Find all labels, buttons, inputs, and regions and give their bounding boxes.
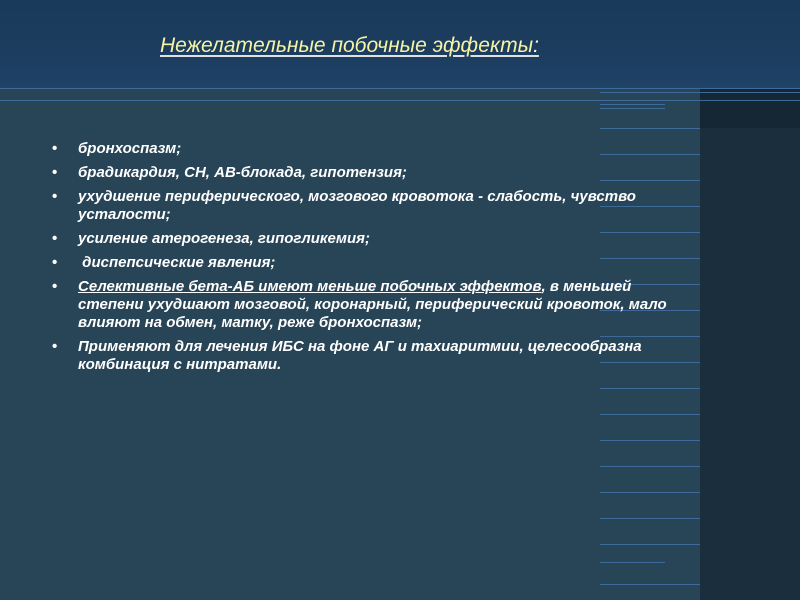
decorative-line	[600, 584, 700, 585]
bullet-dot: •	[52, 254, 58, 271]
decorative-line	[600, 92, 800, 93]
bullet-text-underlined: Селективные бета-АБ имеют меньше побочных эффектов	[78, 278, 542, 295]
bullet-list	[52, 140, 682, 374]
bullet-text: диспепсические явления;	[78, 254, 276, 271]
decorative-line	[600, 104, 665, 105]
decorative-line	[600, 414, 700, 415]
bullet-dot: •	[52, 230, 58, 247]
decorative-line	[600, 562, 665, 563]
bullet-text: ухудшение периферического, мозгового кровотока - слабость, чувство усталости;	[78, 188, 636, 223]
decorative-dark-block-top	[700, 88, 800, 128]
bullet-item	[52, 338, 682, 374]
decorative-line	[600, 492, 700, 493]
decorative-line	[600, 466, 700, 467]
bullet-dot: •	[52, 338, 58, 355]
bullet-dot: •	[52, 278, 58, 295]
bullet-item	[52, 164, 682, 182]
bullet-dot: •	[52, 164, 58, 181]
bullet-item	[52, 188, 682, 224]
slide-title-text: Нежелательные побочные эффекты	[160, 34, 534, 57]
bullet-item	[52, 140, 682, 158]
decorative-dark-block	[700, 88, 800, 600]
decorative-line	[0, 88, 800, 89]
slide-title	[160, 34, 539, 58]
slide-title-colon: :	[533, 34, 539, 57]
bullet-text: , в меньшей степени ухудшают мозговой, коронарный, периферический кровоток, мало влияют на обмен, матку, реже бронхоспазм;	[78, 278, 667, 331]
bullet-text: усиление атерогенеза, гипогликемия;	[78, 230, 370, 247]
bullet-item	[52, 230, 682, 248]
bullet-text: Применяют для лечения ИБС на фоне АГ и тахиаритмии, целесообразна комбинация с нитратами.	[78, 338, 642, 373]
slide-content	[52, 140, 682, 380]
bullet-item	[52, 278, 682, 332]
bullet-text: брадикардия, СН, АВ-блокада, гипотензия;	[78, 164, 407, 181]
decorative-line	[600, 544, 700, 545]
bullet-dot: •	[52, 188, 58, 205]
decorative-line	[600, 440, 700, 441]
decorative-line	[600, 388, 700, 389]
bullet-text: бронхоспазм;	[78, 140, 182, 157]
decorative-line	[600, 518, 700, 519]
bullet-dot: •	[52, 140, 58, 157]
decorative-line	[600, 108, 665, 109]
bullet-item	[52, 254, 682, 272]
decorative-line	[600, 128, 700, 129]
decorative-line	[0, 100, 800, 101]
